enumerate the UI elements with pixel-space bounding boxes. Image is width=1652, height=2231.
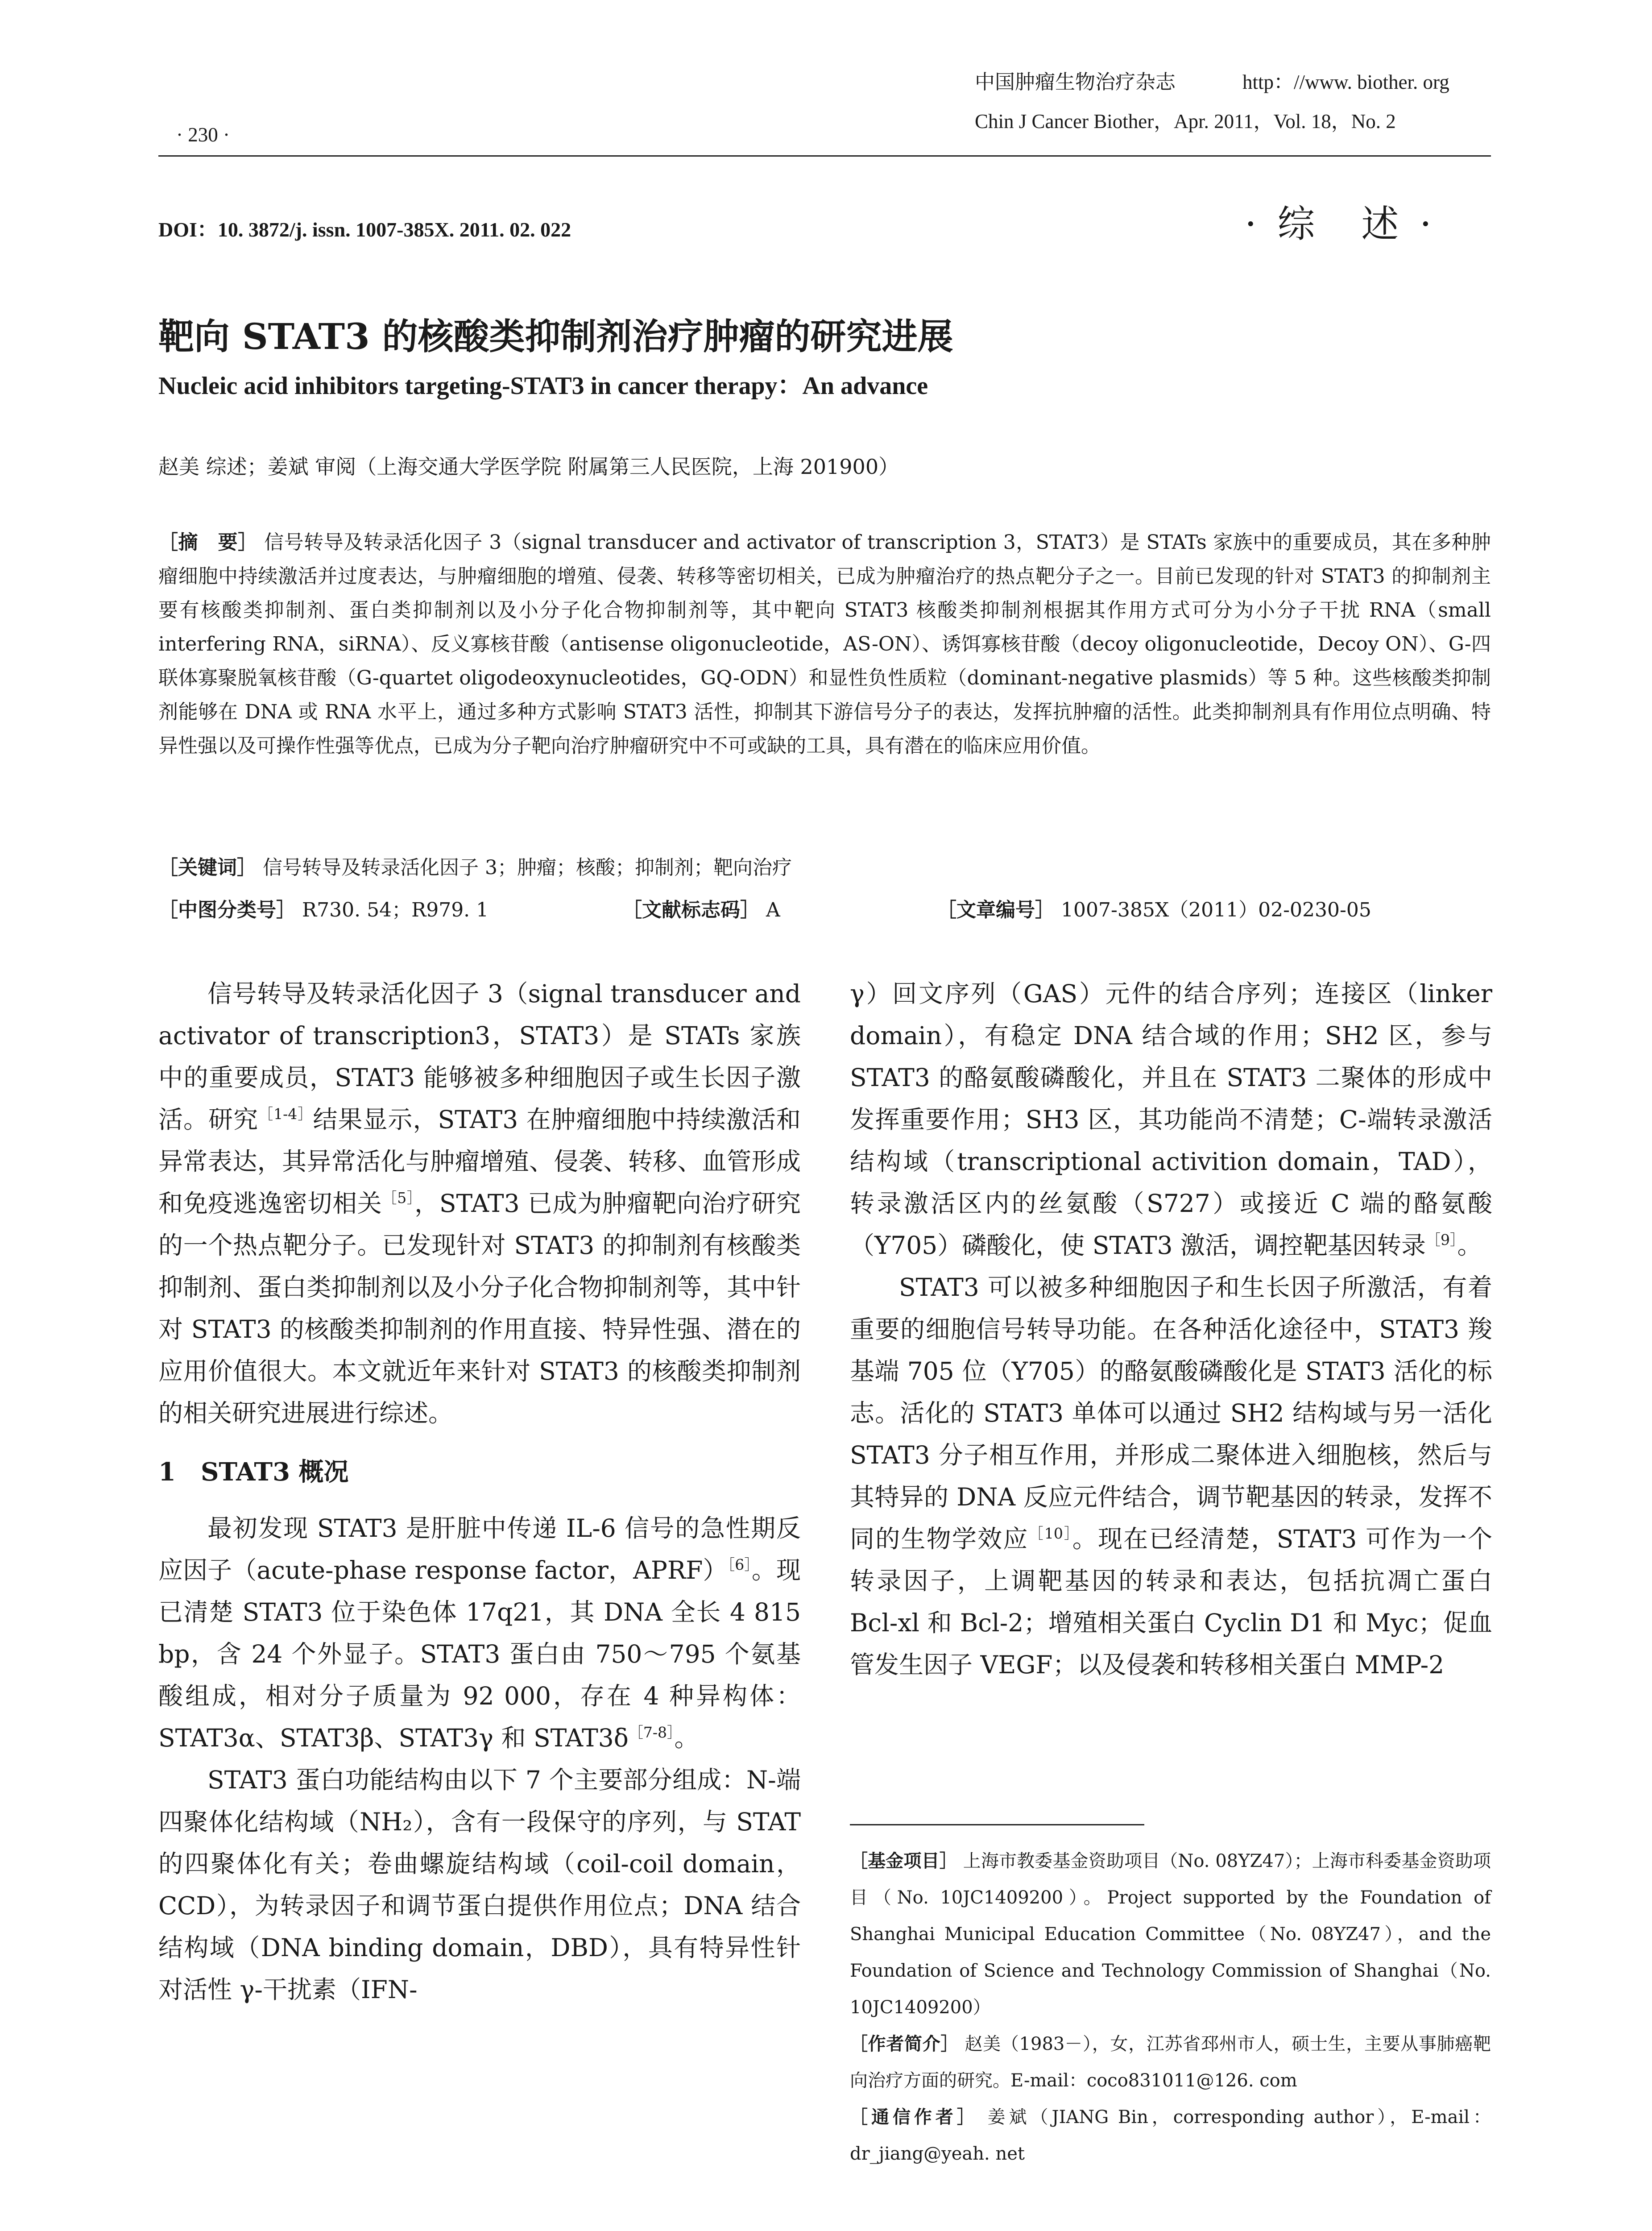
section-tag: · 综 述 · [1245, 202, 1436, 246]
citation: ［6］ [727, 1556, 752, 1574]
section-heading: 1 STAT3 概况 [158, 1457, 349, 1487]
body-paragraph: 最初发现 STAT3 是肝脏中传递 IL-6 信号的急性期反应因子（acute-phase response factor，APRF）$^{[6]}$。现已清楚 STAT3 位于染色体 17q21，其 DNA 全长 4 815 bp，含 24 个外显子。STAT3 蛋白由 750～795 个氨基酸组成，相对分子质量为 92 000，存在 4 种异构体：STAT3α、STAT3β、STAT3γ 和 $STAT3\delta^{[7-8]}$。 [158, 1514, 801, 1752]
intro-paragraph: 信号转导及转录活化因子 3（signal transducer and activator of transcription3，STAT3）是 STATs 家族中的重要成员，STAT3 能够被多种细胞因子或生长因子激活。研究$^{[1-4]}$结果显示，STAT3 在肿瘤细胞中持续激活和异常表达，其异常活化与肿瘤增殖、侵袭、转移、血管形成和免疫逃逸密切相关$^{[5]}$，STAT3 已成为肿瘤靶向治疗研究的一个热点靶分子。已发现针对 STAT3 的抑制剂有核酸类抑制剂、蛋白类抑制剂以及小分子化合物抑制剂等，其中针对 STAT3 的核酸类抑制剂的作用直接、特异性强、潜在的应用价值很大。本文就近年来针对 STAT3 的核酸类抑制剂的相关研究进展进行综述。 [158, 979, 801, 1427]
article-number-label: ［文章编号］ [937, 899, 1055, 921]
header-rule [158, 155, 1491, 157]
article-number-value: 1007-385X（2011）02-0230-05 [1061, 899, 1371, 921]
clc-number [158, 894, 489, 922]
body-paragraph: γ）回文序列（GAS）元件的结合序列；连接区（linker domain），有稳定 DNA 结合域的作用；SH2 区，参与 STAT3 的酪氨酸磷酸化，并且在 STAT3 二聚体的形成中发挥重要作用；SH3 区，其功能尚不清楚；C-端转录激活结构域（transcriptional activition domain，TAD），转录激活区内的丝氨酸（S727）或接近 C 端的酪氨酸（Y705）磷酸化，使 STAT3 激活，调控靶基因转录$^{[9]}$。 [850, 979, 1492, 1260]
article-title-cn: 靶向 STAT3 的核酸类抑制剂治疗肿瘤的研究进展 [158, 315, 953, 357]
document-code [622, 894, 780, 922]
citation: ［7-8］ [628, 1724, 675, 1742]
citation: ［1-4］ [258, 1105, 313, 1123]
doi: DOI：10. 3872/j. issn. 1007-385X. 2011. 02. 022 [158, 218, 571, 241]
clc-value: R730. 54；R979. 1 [302, 899, 489, 921]
article-title-en: Nucleic acid inhibitors targeting-STAT3 in cancer therapy：An advance [158, 372, 928, 400]
body-paragraph: STAT3 可以被多种细胞因子和生长因子所激活，有着重要的细胞信号转导功能。在各种活化途径中，STAT3 羧基端 705 位（Y705）的酪氨酸磷酸化是 STAT3 活化的标志。活化的 STAT3 单体可以通过 SH2 结构域与另一活化 STAT3 分子相互作用，并形成二聚体进入细胞核，然后与其特异的 DNA 反应元件结合，调节靶基因的转录，发挥不同的生物学效应$^{[10]}$。现在已经清楚，STAT3 可作为一个转录因子，上调靶基因的转录和表达，包括抗凋亡蛋白 Bcl-xl 和 Bcl-2；增殖相关蛋白 Cyclin D1 和 Myc；促血管发生因子 VEGF；以及侵袭和转移相关蛋白 MMP-2 [850, 1273, 1492, 1679]
abstract-text: 信号转导及转录活化因子 3（signal transducer and activator of transcription 3，STAT3）是 STATs 家族中的重要成员，其在多种肿瘤细胞中持续激活并过度表达，与肿瘤细胞的增殖、侵袭、转移等密切相关，已成为肿瘤治疗的热点靶分子之一。目前已发现的针对 STAT3 的抑制剂主要有核酸类抑制剂、蛋白类抑制剂以及小分子化合物抑制剂等，其中靶向 STAT3 核酸类抑制剂根据其作用方式可分为小分子干扰 RNA（small interfering RNA，siRNA）、反义寡核苷酸（antisense oligonucleotide，AS-ON）、诱饵寡核苷酸（decoy oligonucleotide，Decoy ON）、G-四联体寡聚脱氧核苷酸（G-quartet oligodeoxynucleotides，GQ-ODN）和显性负性质粒（dominant-negative plasmids）等 5 种。这些核酸类抑制剂能够在 DNA 或 RNA 水平上，通过多种方式影响 STAT3 活性，抑制其下游信号分子的表达，发挥抗肿瘤的活性。此类抑制剂具有作用位点明确、特异性强以及可操作性强等优点，已成为分子靶向治疗肿瘤研究中不可或缺的工具，具有潜在的临床应用价值。 [158, 531, 1491, 757]
journal-title-cn: 中国肿瘤生物治疗杂志 [975, 71, 1176, 93]
author-note: ［作者简介］ 赵美（1983－），女，江苏省邳州市人，硕士生，主要从事肺癌靶向治疗方面的研究。E-mail：coco831011@126. com [850, 2033, 1491, 2091]
footnote-rule [850, 1824, 1144, 1825]
footnotes [850, 1843, 1491, 2172]
document-code-value: A [766, 899, 780, 921]
clc-label: ［中图分类号］ [158, 899, 296, 921]
funding-note: ［基金项目］ 上海市教委基金资助项目（No. 08YZ47）；上海市科委基金资助项目（No. 10JC1409200）。Project supported by the Foundation of Shanghai Municipal Education Committee（No. 08YZ47），and the Foundation of Science and Technology Commission of Shanghai（No. 10JC1409200） [850, 1850, 1491, 2018]
journal-citation: Chin J Cancer Biother，Apr. 2011，Vol. 18，No. 2 [975, 110, 1396, 133]
document-code-label: ［文献标志码］ [622, 899, 760, 921]
citation: ［5］ [382, 1189, 415, 1207]
corresponding-author-note: ［通信作者］ 姜斌（JIANG Bin，corresponding author），E-mail：dr_jiang@yeah. net [850, 2107, 1491, 2164]
authors: 赵美 综述；姜斌 审阅（上海交通大学医学院 附属第三人民医院，上海 201900） [158, 455, 899, 479]
left-column [158, 973, 801, 2011]
body-paragraph: STAT3 蛋白功能结构由以下 7 个主要部分组成：N-端四聚体化结构域（NH₂），含有一段保守的序列，与 STAT 的四聚体化有关；卷曲螺旋结构域（coil-coil domain，CCD），为转录因子和调节蛋白提供作用位点；DNA 结合结构域（DNA binding domain，DBD），具有特异性针对活性 γ-干扰素（IFN- [158, 1766, 801, 2004]
keywords-text: 信号转导及转录活化因子 3；肿瘤；核酸；抑制剂；靶向治疗 [263, 856, 792, 879]
keywords-label: ［关键词］ [158, 856, 257, 879]
article-number [937, 894, 1371, 922]
keywords [158, 851, 792, 880]
citation: ［9］ [1426, 1231, 1457, 1249]
right-column [850, 973, 1492, 1686]
abstract-label: ［摘 要］ [158, 531, 258, 554]
journal-url: http：//www. biother. org [1242, 71, 1449, 93]
citation: ［10］ [1028, 1525, 1072, 1543]
page-number: · 230 · [176, 124, 230, 146]
abstract [158, 526, 1491, 763]
